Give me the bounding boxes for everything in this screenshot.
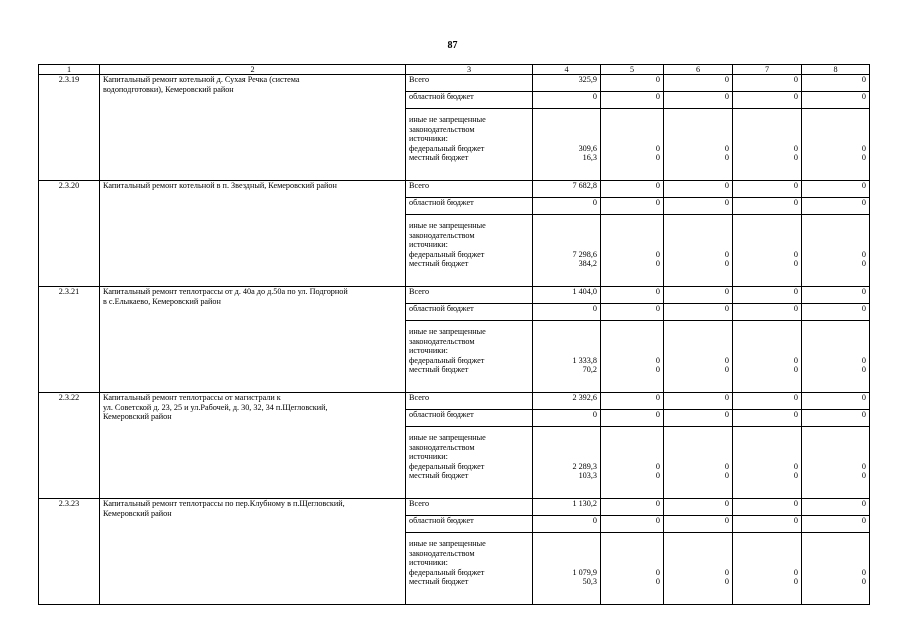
federal-value: 0 xyxy=(861,355,866,365)
local-budget-label: местный бюджет xyxy=(409,259,469,268)
other-sources-line: законодательством xyxy=(409,336,475,346)
total-value: 0 xyxy=(733,499,802,516)
other-sources-values xyxy=(733,215,802,287)
spacer xyxy=(667,115,729,125)
spacer xyxy=(604,231,660,241)
other-sources-values xyxy=(533,533,601,605)
spacer xyxy=(667,452,729,462)
regional-value: 0 xyxy=(733,410,802,427)
regional-value: 0 xyxy=(802,92,870,109)
spacer xyxy=(805,443,866,453)
other-sources-line: законодательством xyxy=(409,442,475,452)
other-sources-values xyxy=(601,427,664,499)
local-value: 0 xyxy=(655,365,660,374)
federal-budget-label: федеральный бюджет xyxy=(409,461,485,471)
total-value: 0 xyxy=(601,181,664,198)
regional-value: 0 xyxy=(533,516,601,533)
other-sources-values xyxy=(664,321,733,393)
other-sources-line: источники: xyxy=(409,240,448,249)
other-sources-line: источники: xyxy=(409,134,448,143)
total-value: 0 xyxy=(802,287,870,304)
spacer xyxy=(667,337,729,347)
other-sources-line: иные не запрещенные xyxy=(409,327,486,336)
federal-value: 0 xyxy=(793,567,798,577)
regional-value: 0 xyxy=(802,198,870,215)
local-value: 0 xyxy=(724,365,729,374)
spacer xyxy=(667,443,729,453)
local-budget-label: местный бюджет xyxy=(409,471,469,480)
local-value: 16,3 xyxy=(582,153,597,162)
other-sources-values xyxy=(802,321,870,393)
item-code: 2.3.21 xyxy=(39,287,100,393)
spacer xyxy=(736,134,798,144)
source-other-label xyxy=(406,427,533,499)
item-code: 2.3.19 xyxy=(39,75,100,181)
regional-value: 0 xyxy=(533,410,601,427)
spacer xyxy=(805,231,866,241)
spacer xyxy=(736,346,798,356)
local-value: 103,3 xyxy=(578,471,597,480)
spacer xyxy=(667,125,729,135)
spacer xyxy=(805,221,866,231)
other-sources-line: иные не запрещенные xyxy=(409,115,486,124)
item-total-row xyxy=(39,75,870,92)
other-sources-values xyxy=(601,533,664,605)
item-total-row xyxy=(39,287,870,304)
other-sources-values xyxy=(533,109,601,181)
local-value: 0 xyxy=(655,471,660,480)
spacer xyxy=(805,433,866,443)
spacer xyxy=(667,327,729,337)
spacer xyxy=(604,240,660,250)
spacer xyxy=(736,539,798,549)
item-name xyxy=(100,287,406,393)
federal-value: 1 333,8 xyxy=(572,355,597,365)
other-sources-values xyxy=(533,321,601,393)
spacer xyxy=(736,240,798,250)
local-value: 0 xyxy=(724,471,729,480)
total-value: 0 xyxy=(601,75,664,92)
source-other-label xyxy=(406,109,533,181)
regional-value: 0 xyxy=(733,198,802,215)
spacer xyxy=(805,539,866,549)
total-value: 0 xyxy=(802,181,870,198)
item-name xyxy=(100,181,406,287)
item-name-line: Кемеровский район xyxy=(103,508,172,518)
federal-value: 0 xyxy=(655,249,660,259)
spacer xyxy=(805,125,866,135)
source-regional-label: областной бюджет xyxy=(406,516,533,533)
spacer xyxy=(604,327,660,337)
total-value: 2 392,6 xyxy=(533,393,601,410)
spacer xyxy=(536,337,597,347)
other-sources-line: законодательством xyxy=(409,124,475,134)
regional-value: 0 xyxy=(664,516,733,533)
spacer xyxy=(536,134,597,144)
item-name-line: Капитальный ремонт теплотрассы от магистрали к xyxy=(103,393,281,402)
local-value: 70,2 xyxy=(582,365,597,374)
federal-value: 0 xyxy=(724,567,729,577)
federal-value: 0 xyxy=(793,143,798,153)
spacer xyxy=(536,115,597,125)
spacer xyxy=(604,549,660,559)
column-number: 2 xyxy=(100,65,406,75)
item-name-line: ул. Советской д. 23, 25 и ул.Рабочей, д. 30, 32, 34 п.Щегловский, xyxy=(103,402,328,412)
regional-value: 0 xyxy=(664,92,733,109)
spacer xyxy=(805,115,866,125)
federal-value: 0 xyxy=(861,249,866,259)
spacer xyxy=(604,125,660,135)
item-name xyxy=(100,393,406,499)
other-sources-line: источники: xyxy=(409,452,448,461)
column-number: 5 xyxy=(601,65,664,75)
local-value: 384,2 xyxy=(578,259,597,268)
item-name-line: Капитальный ремонт теплотрассы от д. 40а до д.50а по ул. Подгорной xyxy=(103,287,348,296)
regional-value: 0 xyxy=(601,516,664,533)
spacer xyxy=(667,221,729,231)
spacer xyxy=(736,433,798,443)
federal-value: 0 xyxy=(861,567,866,577)
local-budget-label: местный бюджет xyxy=(409,577,469,586)
spacer xyxy=(736,221,798,231)
item-total-row xyxy=(39,393,870,410)
regional-value: 0 xyxy=(533,92,601,109)
spacer xyxy=(604,221,660,231)
local-value: 0 xyxy=(861,153,866,162)
spacer xyxy=(667,134,729,144)
local-value: 0 xyxy=(861,577,866,586)
federal-value: 0 xyxy=(724,249,729,259)
local-budget-label: местный бюджет xyxy=(409,153,469,162)
total-value: 0 xyxy=(664,287,733,304)
regional-value: 0 xyxy=(733,92,802,109)
source-total-label: Всего xyxy=(406,75,533,92)
regional-value: 0 xyxy=(664,410,733,427)
total-value: 0 xyxy=(664,499,733,516)
federal-budget-label: федеральный бюджет xyxy=(409,249,485,259)
spacer xyxy=(667,231,729,241)
item-name-line: в с.Елыкаево, Кемеровский район xyxy=(103,296,221,306)
column-number: 1 xyxy=(39,65,100,75)
spacer xyxy=(736,231,798,241)
other-sources-values xyxy=(664,215,733,287)
total-value: 0 xyxy=(802,499,870,516)
spacer xyxy=(604,337,660,347)
federal-budget-label: федеральный бюджет xyxy=(409,143,485,153)
spacer xyxy=(805,327,866,337)
page-number: 87 xyxy=(447,40,458,51)
total-value: 325,9 xyxy=(533,75,601,92)
total-value: 1 130,2 xyxy=(533,499,601,516)
spacer xyxy=(805,240,866,250)
other-sources-line: законодательством xyxy=(409,548,475,558)
item-name-line: Кемеровский район xyxy=(103,412,172,421)
spacer xyxy=(536,549,597,559)
item-name-line: Капитальный ремонт теплотрассы по пер.Клубному в п.Щегловский, xyxy=(103,499,345,508)
spacer xyxy=(604,433,660,443)
federal-value: 309,6 xyxy=(578,143,597,153)
local-budget-label: местный бюджет xyxy=(409,365,469,374)
source-regional-label: областной бюджет xyxy=(406,304,533,321)
regional-value: 0 xyxy=(664,198,733,215)
total-value: 0 xyxy=(733,393,802,410)
local-value: 0 xyxy=(861,471,866,480)
spacer xyxy=(736,443,798,453)
local-value: 50,3 xyxy=(582,577,597,586)
total-value: 0 xyxy=(601,393,664,410)
regional-value: 0 xyxy=(533,304,601,321)
total-value: 0 xyxy=(664,393,733,410)
source-regional-label: областной бюджет xyxy=(406,92,533,109)
item-total-row xyxy=(39,499,870,516)
source-regional-label: областной бюджет xyxy=(406,410,533,427)
column-number: 8 xyxy=(802,65,870,75)
federal-value: 0 xyxy=(793,249,798,259)
item-code: 2.3.23 xyxy=(39,499,100,605)
local-value: 0 xyxy=(793,471,798,480)
spacer xyxy=(805,346,866,356)
item-name xyxy=(100,75,406,181)
other-sources-values xyxy=(664,109,733,181)
spacer xyxy=(667,549,729,559)
local-value: 0 xyxy=(655,153,660,162)
other-sources-values xyxy=(533,427,601,499)
spacer xyxy=(805,452,866,462)
total-value: 1 404,0 xyxy=(533,287,601,304)
source-total-label: Всего xyxy=(406,287,533,304)
regional-value: 0 xyxy=(664,304,733,321)
local-value: 0 xyxy=(724,259,729,268)
regional-value: 0 xyxy=(733,304,802,321)
federal-budget-label: федеральный бюджет xyxy=(409,355,485,365)
source-other-label xyxy=(406,533,533,605)
regional-value: 0 xyxy=(601,92,664,109)
item-name-line: Капитальный ремонт котельной д. Сухая Речка (система xyxy=(103,75,300,84)
total-value: 0 xyxy=(802,75,870,92)
item-code: 2.3.22 xyxy=(39,393,100,499)
spacer xyxy=(604,452,660,462)
column-number: 6 xyxy=(664,65,733,75)
spacer xyxy=(536,327,597,337)
other-sources-line: иные не запрещенные xyxy=(409,433,486,442)
item-name-line: водоподготовки), Кемеровский район xyxy=(103,84,234,94)
other-sources-values xyxy=(601,215,664,287)
spacer xyxy=(667,539,729,549)
local-value: 0 xyxy=(861,365,866,374)
regional-value: 0 xyxy=(601,410,664,427)
local-value: 0 xyxy=(793,577,798,586)
regional-value: 0 xyxy=(533,198,601,215)
total-value: 0 xyxy=(601,287,664,304)
other-sources-line: иные не запрещенные xyxy=(409,539,486,548)
source-other-label xyxy=(406,215,533,287)
federal-value: 0 xyxy=(655,567,660,577)
spacer xyxy=(536,125,597,135)
local-value: 0 xyxy=(655,577,660,586)
spacer xyxy=(805,549,866,559)
spacer xyxy=(805,134,866,144)
other-sources-values xyxy=(533,215,601,287)
federal-value: 2 289,3 xyxy=(572,461,597,471)
spacer xyxy=(536,433,597,443)
local-value: 0 xyxy=(861,259,866,268)
spacer xyxy=(805,558,866,568)
item-total-row xyxy=(39,181,870,198)
spacer xyxy=(536,558,597,568)
item-name xyxy=(100,499,406,605)
federal-value: 0 xyxy=(724,461,729,471)
spacer xyxy=(536,346,597,356)
spacer xyxy=(536,443,597,453)
spacer xyxy=(604,539,660,549)
source-regional-label: областной бюджет xyxy=(406,198,533,215)
spacer xyxy=(736,115,798,125)
spacer xyxy=(667,240,729,250)
federal-value: 0 xyxy=(793,461,798,471)
regional-value: 0 xyxy=(802,516,870,533)
spacer xyxy=(536,231,597,241)
federal-value: 7 298,6 xyxy=(572,249,597,259)
spacer xyxy=(667,558,729,568)
total-value: 0 xyxy=(733,181,802,198)
spacer xyxy=(736,327,798,337)
total-value: 0 xyxy=(802,393,870,410)
regional-value: 0 xyxy=(733,516,802,533)
source-total-label: Всего xyxy=(406,499,533,516)
spacer xyxy=(536,452,597,462)
local-value: 0 xyxy=(724,153,729,162)
spacer xyxy=(736,549,798,559)
other-sources-values xyxy=(664,427,733,499)
other-sources-values xyxy=(601,321,664,393)
item-name-line: Капитальный ремонт котельной в п. Звездный, Кемеровский район xyxy=(103,181,337,190)
other-sources-values xyxy=(802,533,870,605)
item-code: 2.3.20 xyxy=(39,181,100,287)
column-number: 7 xyxy=(733,65,802,75)
other-sources-line: источники: xyxy=(409,346,448,355)
other-sources-values xyxy=(733,321,802,393)
other-sources-line: иные не запрещенные xyxy=(409,221,486,230)
spacer xyxy=(805,337,866,347)
federal-value: 0 xyxy=(793,355,798,365)
spacer xyxy=(736,337,798,347)
total-value: 0 xyxy=(664,181,733,198)
local-value: 0 xyxy=(655,259,660,268)
other-sources-line: законодательством xyxy=(409,230,475,240)
spacer xyxy=(736,558,798,568)
spacer xyxy=(667,433,729,443)
federal-value: 0 xyxy=(655,461,660,471)
column-number-row xyxy=(39,65,870,75)
federal-value: 0 xyxy=(724,355,729,365)
regional-value: 0 xyxy=(802,304,870,321)
federal-value: 0 xyxy=(724,143,729,153)
federal-value: 0 xyxy=(655,143,660,153)
other-sources-values xyxy=(802,215,870,287)
other-sources-values xyxy=(601,109,664,181)
federal-value: 1 079,9 xyxy=(572,567,597,577)
other-sources-values xyxy=(802,427,870,499)
spacer xyxy=(604,443,660,453)
total-value: 0 xyxy=(733,287,802,304)
total-value: 0 xyxy=(601,499,664,516)
local-value: 0 xyxy=(793,153,798,162)
federal-value: 0 xyxy=(861,143,866,153)
local-value: 0 xyxy=(793,365,798,374)
spacer xyxy=(736,452,798,462)
other-sources-values xyxy=(733,533,802,605)
spacer xyxy=(604,115,660,125)
total-value: 7 682,8 xyxy=(533,181,601,198)
source-other-label xyxy=(406,321,533,393)
regional-value: 0 xyxy=(601,304,664,321)
other-sources-values xyxy=(733,109,802,181)
spacer xyxy=(604,346,660,356)
total-value: 0 xyxy=(733,75,802,92)
total-value: 0 xyxy=(664,75,733,92)
spacer xyxy=(736,125,798,135)
spacer xyxy=(667,346,729,356)
federal-budget-label: федеральный бюджет xyxy=(409,567,485,577)
column-number: 3 xyxy=(406,65,533,75)
spacer xyxy=(536,240,597,250)
funding-table xyxy=(38,64,870,605)
federal-value: 0 xyxy=(655,355,660,365)
spacer xyxy=(536,221,597,231)
regional-value: 0 xyxy=(802,410,870,427)
spacer xyxy=(536,539,597,549)
column-number: 4 xyxy=(533,65,601,75)
local-value: 0 xyxy=(724,577,729,586)
local-value: 0 xyxy=(793,259,798,268)
spacer xyxy=(604,558,660,568)
federal-value: 0 xyxy=(861,461,866,471)
other-sources-line: источники: xyxy=(409,558,448,567)
regional-value: 0 xyxy=(601,198,664,215)
other-sources-values xyxy=(802,109,870,181)
other-sources-values xyxy=(733,427,802,499)
spacer xyxy=(604,134,660,144)
source-total-label: Всего xyxy=(406,393,533,410)
source-total-label: Всего xyxy=(406,181,533,198)
other-sources-values xyxy=(664,533,733,605)
